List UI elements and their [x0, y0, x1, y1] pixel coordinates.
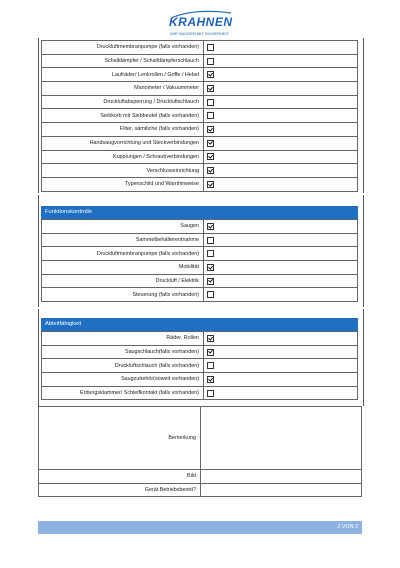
unchecked-checkbox[interactable]	[207, 99, 214, 106]
checklist-row	[42, 220, 358, 234]
page-number: 2 VON 3	[337, 524, 358, 530]
checklist-item-label: Typenschild und Warnhinweise	[42, 177, 204, 191]
checklist-item-label: Erdungsklammer/ Schleifkontakt (falls vorhanden)	[42, 386, 204, 400]
checked-checkbox[interactable]	[207, 126, 214, 133]
checked-checkbox[interactable]	[207, 167, 214, 174]
checklist-item-label: Druckluftschlauch (falls vorhanden)	[42, 359, 204, 373]
checklist-item-cell	[204, 109, 358, 123]
checklist-item-label: Verschlusseinrichtung	[42, 164, 204, 178]
checklist-item-cell	[204, 164, 358, 178]
checklist-item-label: Saugen	[42, 220, 204, 234]
checklist-row	[42, 54, 358, 68]
logo-tagline: WIR SAUGEN MIT SICHERHEIT	[170, 31, 230, 36]
checklist-row	[42, 373, 358, 387]
checklist-table-funktion	[41, 219, 358, 302]
image-row	[39, 470, 362, 484]
checklist-item-label: Druckluftmembranpumpe (falls vorhanden)	[42, 247, 204, 261]
image-field[interactable]	[201, 470, 362, 484]
checklist-item-label: Kupplungen / Schraubverbindungen	[42, 150, 204, 164]
checklist-item-label: Räder, Rollen	[42, 332, 204, 346]
checklist-row	[42, 82, 358, 96]
checklist-item-cell	[204, 68, 358, 82]
checklist-item-label: Handsaugvorrichtung und Steckverbindungen	[42, 136, 204, 150]
checklist-item-cell	[204, 177, 358, 191]
checklist-row	[42, 68, 358, 82]
checklist-row	[42, 345, 358, 359]
checked-checkbox[interactable]	[207, 264, 214, 271]
checklist-item-cell	[204, 41, 358, 55]
unchecked-checkbox[interactable]	[207, 291, 214, 298]
checklist-item-label: Manometer / Vakuummeter	[42, 82, 204, 96]
checklist-row	[42, 95, 358, 109]
checklist-item-label: Saugzubehör(soweit vorhanden)	[42, 373, 204, 387]
checklist-item-cell	[204, 220, 358, 234]
checklist-row	[42, 233, 358, 247]
checked-checkbox[interactable]	[207, 140, 214, 147]
checklist-item-cell	[204, 136, 358, 150]
unchecked-checkbox[interactable]	[207, 362, 214, 369]
checklist-item-label: Laufräder/ Lenkrollen / Griffe / Hebel	[42, 68, 204, 82]
checklist-row	[42, 247, 358, 261]
checklist-row	[42, 164, 358, 178]
checklist-item-cell	[204, 373, 358, 387]
checklist-row	[42, 177, 358, 191]
unchecked-checkbox[interactable]	[207, 250, 214, 257]
checklist-row	[42, 288, 358, 302]
checklist-row	[42, 359, 358, 373]
unchecked-checkbox[interactable]	[207, 237, 214, 244]
checklist-item-label: Druckluftabsperrung / Druckluftschlauch	[42, 95, 204, 109]
checklist-item-cell	[204, 359, 358, 373]
checklist-row	[42, 123, 358, 137]
checklist-table-ableit	[41, 331, 358, 400]
checklist-item-cell	[204, 288, 358, 302]
checklist-row	[42, 332, 358, 346]
checklist-item-label: Druckluft / Elektrik	[42, 274, 204, 288]
checklist-item-cell	[204, 123, 358, 137]
checked-checkbox[interactable]	[207, 349, 214, 356]
krahnen-logo	[165, 10, 237, 36]
remarks-label: Bemerkung	[39, 407, 201, 470]
unchecked-checkbox[interactable]	[207, 390, 214, 397]
checked-checkbox[interactable]	[207, 335, 214, 342]
checklist-item-label: Mobilität	[42, 261, 204, 275]
checked-checkbox[interactable]	[207, 71, 214, 78]
checklist-item-cell	[204, 95, 358, 109]
checked-checkbox[interactable]	[207, 376, 214, 383]
ready-label: Gerät Betriebsbereit?	[39, 483, 201, 497]
checklist-table-top	[41, 40, 358, 192]
checklist-item-label: Steuerung (falls vorhanden)	[42, 288, 204, 302]
checklist-item-cell	[204, 233, 358, 247]
checklist-item-label: Saugschlauch(falls vorhanden)	[42, 345, 204, 359]
checklist-item-cell	[204, 386, 358, 400]
remarks-row	[39, 407, 362, 470]
checklist-row	[42, 261, 358, 275]
checked-checkbox[interactable]	[207, 181, 214, 188]
checklist-item-label: Sammelbehälterentnahme	[42, 233, 204, 247]
checklist-item-cell	[204, 82, 358, 96]
checked-checkbox[interactable]	[207, 153, 214, 160]
checklist-row	[42, 109, 358, 123]
unchecked-checkbox[interactable]	[207, 112, 214, 119]
footer-bar	[38, 521, 362, 534]
checklist-item-label: Filter, sämtliche (falls vorhanden)	[42, 123, 204, 137]
ready-row	[39, 483, 362, 497]
checklist-item-cell	[204, 274, 358, 288]
checklist-row	[42, 150, 358, 164]
checklist-item-cell	[204, 150, 358, 164]
checklist-item-label: Schalldämpfer / Schalldämpferschlauch	[42, 54, 204, 68]
checked-checkbox[interactable]	[207, 278, 214, 285]
logo-brand: KRAHNEN	[169, 15, 233, 29]
remarks-table	[38, 406, 362, 497]
checklist-item-cell	[204, 261, 358, 275]
remarks-field[interactable]	[201, 407, 362, 470]
section-title-funktion: Funktionskontrolle	[41, 206, 358, 219]
checklist-item-label: Siebkorb mit Siebbeutel (falls vorhanden)	[42, 109, 204, 123]
section-title-ableit: Ableitfähigkeit	[41, 318, 358, 331]
checklist-item-label: Druckluftmembranpumpe (falls vorhanden)	[42, 41, 204, 55]
checklist-row	[42, 386, 358, 400]
unchecked-checkbox[interactable]	[207, 58, 214, 65]
checked-checkbox[interactable]	[207, 223, 214, 230]
checked-checkbox[interactable]	[207, 85, 214, 92]
unchecked-checkbox[interactable]	[207, 44, 214, 51]
ready-field[interactable]	[201, 483, 362, 497]
checklist-item-cell	[204, 247, 358, 261]
checklist-item-cell	[204, 345, 358, 359]
checklist-row	[42, 41, 358, 55]
image-label: Bild	[39, 470, 201, 484]
checklist-row	[42, 274, 358, 288]
checklist-item-cell	[204, 54, 358, 68]
checklist-item-cell	[204, 332, 358, 346]
checklist-row	[42, 136, 358, 150]
